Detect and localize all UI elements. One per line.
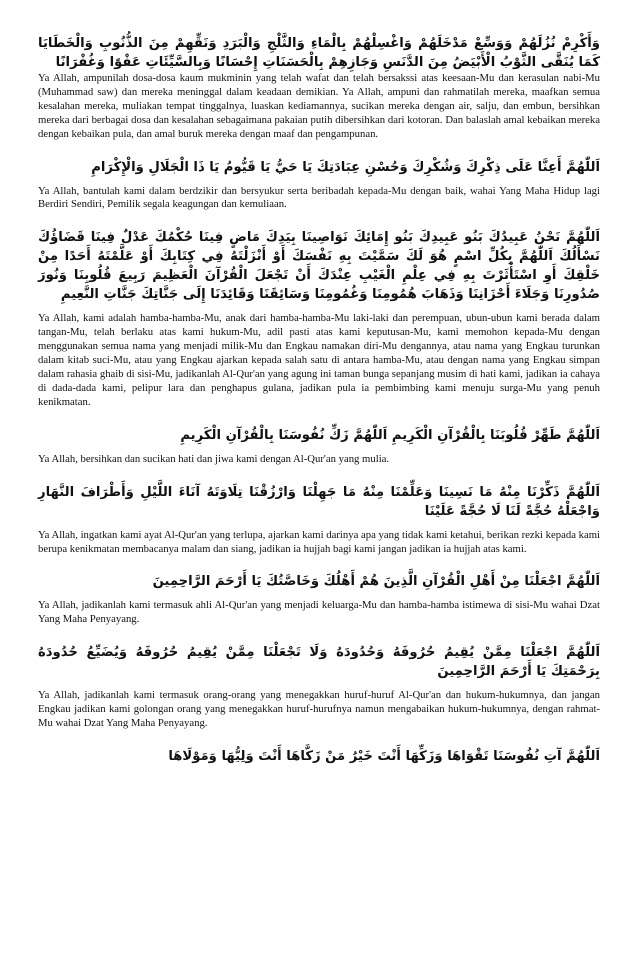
translation-1: Ya Allah, ampunilah dosa-dosa kaum mukminin yang telah wafat dan telah bersakssi atas keesaan-Mu dan kerasulan nabi-Mu (Muhammad saw) dan mereka meninggal dalam keadaan demikian. Ya Allah, ampuni dan rahmatilah mereka, maafkan semua kesalahan mereka, muliakan tempat tinggalnya, luaskan kediamannya, sucikan mereka dengan air, salju, dan embun, bersihkan mereka dari berbagai dosa dan kesalahan sebagaimana pakaian putih dibersihkan dari kotoran. Dan balaslah amal kebaikan mereka dengan kebaikan pula, dan amal buruk mereka dengan maaf dan pengampunan.	[38, 72, 600, 140]
arabic-prayer-1: وَأَكْرِمْ نُزُلَهُمْ وَوَسِّعْ مَدْخَلَهُمْ وَاغْسِلْهُمْ بِالْمَاءِ وَالثَّلْجِ وَالْبَرَدِ وَنَقِّهِمْ مِنَ الذُّنُوبِ وَالْخَطَايَا كَمَا يُنَقَّى الثَّوْبُ الْأَبْيَضُ مِنَ الدَّنَسِ وَجَازِهِمْ بِالْحَسَنَاتِ إِحْسَانًا وَبِالسَّيِّئَاتِ عَفْوًا وَغُفْرَانًا	[38, 36, 600, 70]
translation-7: Ya Allah, jadikanlah kami termasuk orang-orang yang menegakkan huruf-huruf Al-Qur'an dan hukum-hukumnya, dan jangan Engkau jadikan kami golongan orang yang menegakkan huruf-hurufnya namun mengabaikan hukum-hukumnya, dengan rahmat-Mu wahai Dzat Yang Maha Penyayang.	[38, 689, 600, 730]
arabic-prayer-2: اَللّٰهُمَّ أَعِنَّا عَلَى ذِكْرِكَ وَشُكْرِكَ وَحُسْنِ عِبَادَتِكَ يَا حَيُّ يَا قَيُّومُ يَا ذَا الْجَلَالِ وَالْإِكْرَامِ	[91, 159, 600, 175]
arabic-prayer-3: اَللّٰهُمَّ نَحْنُ عَبِيدُكَ بَنُو عَبِيدِكَ بَنُو إِمَائِكَ نَوَاصِينَا بِيَدِكَ مَاضٍ فِينَا حُكْمُكَ عَدْلٌ فِينَا قَضَاؤُكَ نَسْأَلُكَ اَللّٰهُمَّ بِكُلِّ اسْمٍ هُوَ لَكَ سَمَّيْتَ بِهِ نَفْسَكَ أَوْ أَنْزَلْتَهُ فِي كِتَابِكَ أَوْ عَلَّمْتَهُ أَحَدًا مِنْ خَلْقِكَ أَوِ اسْتَأْثَرْتَ بِهِ فِي عِلْمِ الْغَيْبِ عِنْدَكَ أَنْ تَجْعَلَ الْقُرْآنَ الْعَظِيمَ رَبِيعَ قُلُوبِنَا وَنُورَ صُدُورِنَا وَجَلَاءَ أَحْزَانِنَا وَذَهَابَ هُمُومِنَا وَغُمُومِنَا وَسَائِقَنَا وَقَائِدَنَا إِلَى جَنَّاتِكَ جَنَّاتِ النَّعِيمِ	[38, 230, 600, 303]
translation-5: Ya Allah, ingatkan kami ayat Al-Qur'an yang terlupa, ajarkan kami darinya apa yang tidak kami ketahui, berikan rezki kepada kami berupa kenikmatan membacanya malam dan siang, jadikan ia hujjah bagi kami jangan jadikan ia hujjah atas kami.	[38, 528, 600, 555]
arabic-prayer-4: اَللّٰهُمَّ طَهِّرْ قُلُوبَنَا بِالْقُرْآنِ الْكَرِيمِ اَللّٰهُمَّ زَكِّ نُفُوسَنَا بِالْقُرْآنِ الْكَرِيمِ	[180, 427, 600, 443]
translation-4: Ya Allah, bersihkan dan sucikan hati dan jiwa kami dengan Al-Qur'an yang mulia.	[38, 452, 390, 465]
translation-2: Ya Allah, bantulah kami dalam berdzikir dan bersyukur serta beribadah kepada-Mu dengan baik, wahai Yang Maha Hidup lagi Berdiri Sendiri, Pemilik segala keagungan dan kemuliaan.	[38, 184, 600, 211]
arabic-prayer-8: اَللّٰهُمَّ آتِ نُفُوسَنَا تَقْوَاهَا وَزَكِّهَا أَنْتَ خَيْرُ مَنْ زَكَّاهَا أَنْتَ وَلِيُّهَا وَمَوْلَاهَا	[168, 748, 600, 764]
translation-6: Ya Allah, jadikanlah kami termasuk ahli Al-Qur'an yang menjadi keluarga-Mu dan hamba-hamba istimewa di sisi-Mu wahai Dzat Yang Maha Penyayang.	[38, 599, 600, 626]
arabic-prayer-5: اَللّٰهُمَّ ذَكِّرْنَا مِنْهُ مَا نَسِينَا وَعَلِّمْنَا مِنْهُ مَا جَهِلْنَا وَارْزُقْنَا تِلَاوَتَهُ آنَاءَ اللَّيْلِ وَأَطْرَافَ النَّهَارِ وَاجْعَلْهُ حُجَّةً لَنَا لَا حُجَّةً عَلَيْنَا	[38, 484, 600, 519]
arabic-prayer-6: اَللّٰهُمَّ اجْعَلْنَا مِنْ أَهْلِ الْقُرْآنِ الَّذِينَ هُمْ أَهْلُكَ وَخَاصَّتُكَ يَا أَرْحَمَ الرَّاحِمِينَ	[152, 574, 600, 590]
translation-3: Ya Allah, kami adalah hamba-hamba-Mu, anak dari hamba-hamba-Mu laki-laki dan perempuan, ubun-ubun kami berada dalam tangan-Mu, telah berlaku atas kami hukum-Mu, adil pasti atas kami keputusan-Mu, kami memohon kepada-Mu dengan menggunakan semua nama yang menjadi milik-Mu dan Engkau namakan diri-Mu dengannya, atau nama yang Engkau turunkan dalam kitab suci-Mu, atau yang Engkau ajarkan kepada salah satu di antara hamba-Mu, atau dengan nama yang Engkau simpan dalam rahasia ghaib di sisi-Mu, jadikanlah Al-Qur'an yang agung ini taman bunga sepanjang musim di hati kami, jadikan ia cahaya di dada-dada kami, pelipur lara dan penghapus gulana, jadikan pula ia pembimbing kami menuju surga-Mu yang penuh kenikmatan.	[38, 312, 600, 408]
arabic-prayer-7: اَللّٰهُمَّ اجْعَلْنَا مِمَّنْ يُقِيمُ حُرُوفَهُ وَحُدُودَهُ وَلَا تَجْعَلْنَا مِمَّنْ يُقِيمُ حُرُوفَهُ وَيُضَيِّعُ حُدُودَهُ بِرَحْمَتِكَ يَا أَرْحَمَ الرَّاحِمِينَ	[38, 645, 600, 680]
